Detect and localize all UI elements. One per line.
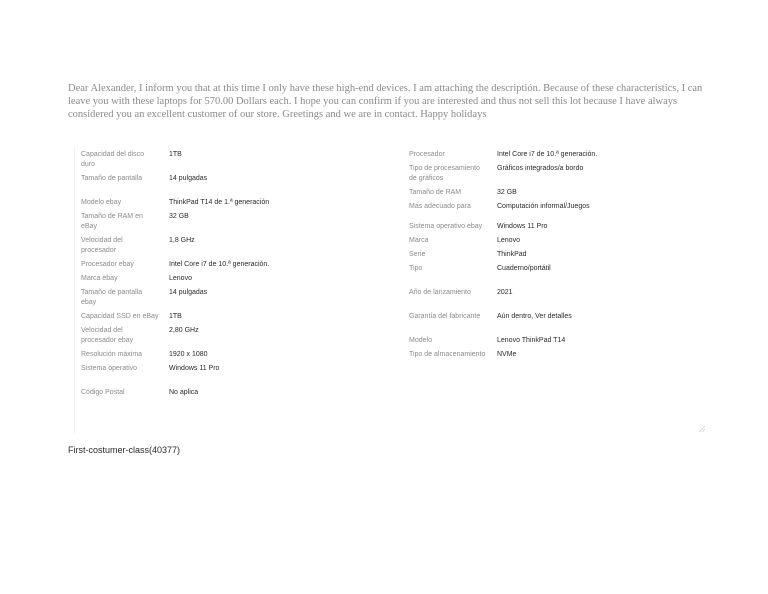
spec-label: Año de lanzamiento bbox=[409, 289, 471, 296]
spec-value: 32 GB bbox=[169, 213, 189, 220]
spec-value: 1TB bbox=[169, 151, 182, 158]
spec-value: Lenovo ThinkPad T14 bbox=[497, 337, 566, 344]
spec-label: Marca bbox=[409, 237, 429, 244]
spec-row bbox=[409, 312, 715, 322]
spec-label: Tamaño de pantalla bbox=[81, 175, 143, 182]
spec-value: Aún dentro, Ver detalles bbox=[497, 313, 572, 320]
spec-row bbox=[81, 150, 401, 170]
spec-label: Tipo de almacenamiento bbox=[409, 351, 486, 358]
spec-label: Capacidad SSD en eBay bbox=[81, 313, 159, 320]
spec-label: Más adecuado para bbox=[409, 203, 471, 210]
spec-label: Velocidad del procesador bbox=[81, 237, 123, 254]
spec-value: Computación informal/Juegos bbox=[497, 203, 590, 210]
specs-column-left bbox=[81, 150, 401, 402]
spec-value: ThinkPad T14 de 1.ª generación bbox=[169, 199, 270, 206]
spec-label: Tipo bbox=[409, 265, 423, 272]
spec-row bbox=[409, 222, 715, 232]
spec-row bbox=[409, 350, 715, 360]
spec-value: Cuaderno/portátil bbox=[497, 265, 551, 272]
spec-value: 1920 x 1080 bbox=[169, 351, 208, 358]
spec-value: 32 GB bbox=[497, 189, 517, 196]
spec-value: Intel Core i7 de 10.ª generación. bbox=[169, 261, 270, 268]
spec-row bbox=[409, 288, 715, 298]
spec-label: Serie bbox=[409, 251, 426, 258]
spec-row bbox=[409, 188, 715, 198]
spec-value: 2,80 GHz bbox=[169, 327, 199, 334]
spec-value: Windows 11 Pro bbox=[497, 223, 548, 230]
spec-row bbox=[409, 202, 715, 212]
spec-row bbox=[409, 250, 715, 260]
spec-row bbox=[81, 198, 401, 208]
spec-value: NVMe bbox=[497, 351, 517, 358]
spec-row bbox=[81, 274, 401, 284]
spec-value: 14 pulgadas bbox=[169, 175, 208, 182]
spec-label: Resolución máxima bbox=[81, 351, 143, 358]
spec-row bbox=[81, 388, 401, 398]
resize-handle-icon-svg bbox=[697, 424, 706, 433]
spec-value: 2021 bbox=[497, 289, 513, 296]
spec-row bbox=[81, 212, 401, 232]
spec-row bbox=[81, 364, 401, 374]
spec-value: No aplica bbox=[169, 389, 199, 396]
spec-row bbox=[81, 260, 401, 270]
spec-row bbox=[81, 312, 401, 322]
spec-label: Capacidad del disco duro bbox=[81, 151, 145, 168]
spec-label: Procesador ebay bbox=[81, 261, 134, 268]
spec-label: Garantía del fabricante bbox=[409, 313, 481, 320]
spec-label: Tamaño de RAM bbox=[409, 189, 462, 196]
spec-row bbox=[409, 264, 715, 274]
spec-label: Tipo de procesamiento de gráficos bbox=[409, 165, 480, 182]
spec-value: Intel Core i7 de 10.ª generación. bbox=[497, 151, 598, 158]
spec-value: 1,8 GHz bbox=[169, 237, 195, 244]
spec-value: Windows 11 Pro bbox=[169, 365, 220, 372]
spec-value: 14 pulgadas bbox=[169, 289, 208, 296]
spec-label: Tamaño de RAM en eBay bbox=[81, 213, 143, 230]
spec-row bbox=[81, 236, 401, 256]
customer-class-label: First-costumer-class(40377) bbox=[68, 445, 181, 455]
spec-label: Modelo ebay bbox=[81, 199, 122, 206]
spec-label: Sistema operativo bbox=[81, 365, 138, 372]
spec-value: Lenovo bbox=[497, 237, 520, 244]
spec-value: 1TB bbox=[169, 313, 182, 320]
spec-label: Modelo bbox=[409, 337, 432, 344]
resize-handle-icon bbox=[697, 424, 706, 433]
spec-row bbox=[409, 164, 715, 184]
spec-row bbox=[81, 288, 401, 308]
spec-row bbox=[409, 236, 715, 246]
spec-value: Lenovo bbox=[169, 275, 192, 282]
spec-label: Código Postal bbox=[81, 389, 125, 396]
spec-row bbox=[81, 326, 401, 346]
spec-label: Marca ebay bbox=[81, 275, 118, 282]
spec-label: Sistema operativo ebay bbox=[409, 223, 483, 230]
spec-label: Velocidad del procesador ebay bbox=[81, 327, 134, 344]
spec-value: ThinkPad bbox=[497, 251, 527, 258]
spec-label: Procesador bbox=[409, 151, 445, 158]
item-specifics-table bbox=[74, 146, 715, 434]
message-text: Dear Alexander, I inform you that at this time I only have these high-end devices. I am attaching the descriptión. Because of these characteristics, I can leave you with these laptops for 570.00 Dollars each. I hope you can confirm if you are interested and thus not sell this lot because I have always considered you an excellent customer of our store. Greetings and we are in contact. Happy holidays bbox=[68, 83, 703, 120]
specs-column-right bbox=[409, 150, 715, 364]
spec-value: Gráficos integrados/a bordo bbox=[497, 165, 584, 172]
spec-row bbox=[81, 174, 401, 184]
spec-row bbox=[81, 350, 401, 360]
spec-row bbox=[409, 336, 715, 346]
spec-label: Tamaño de pantalla ebay bbox=[81, 289, 143, 306]
spec-row bbox=[409, 150, 715, 160]
